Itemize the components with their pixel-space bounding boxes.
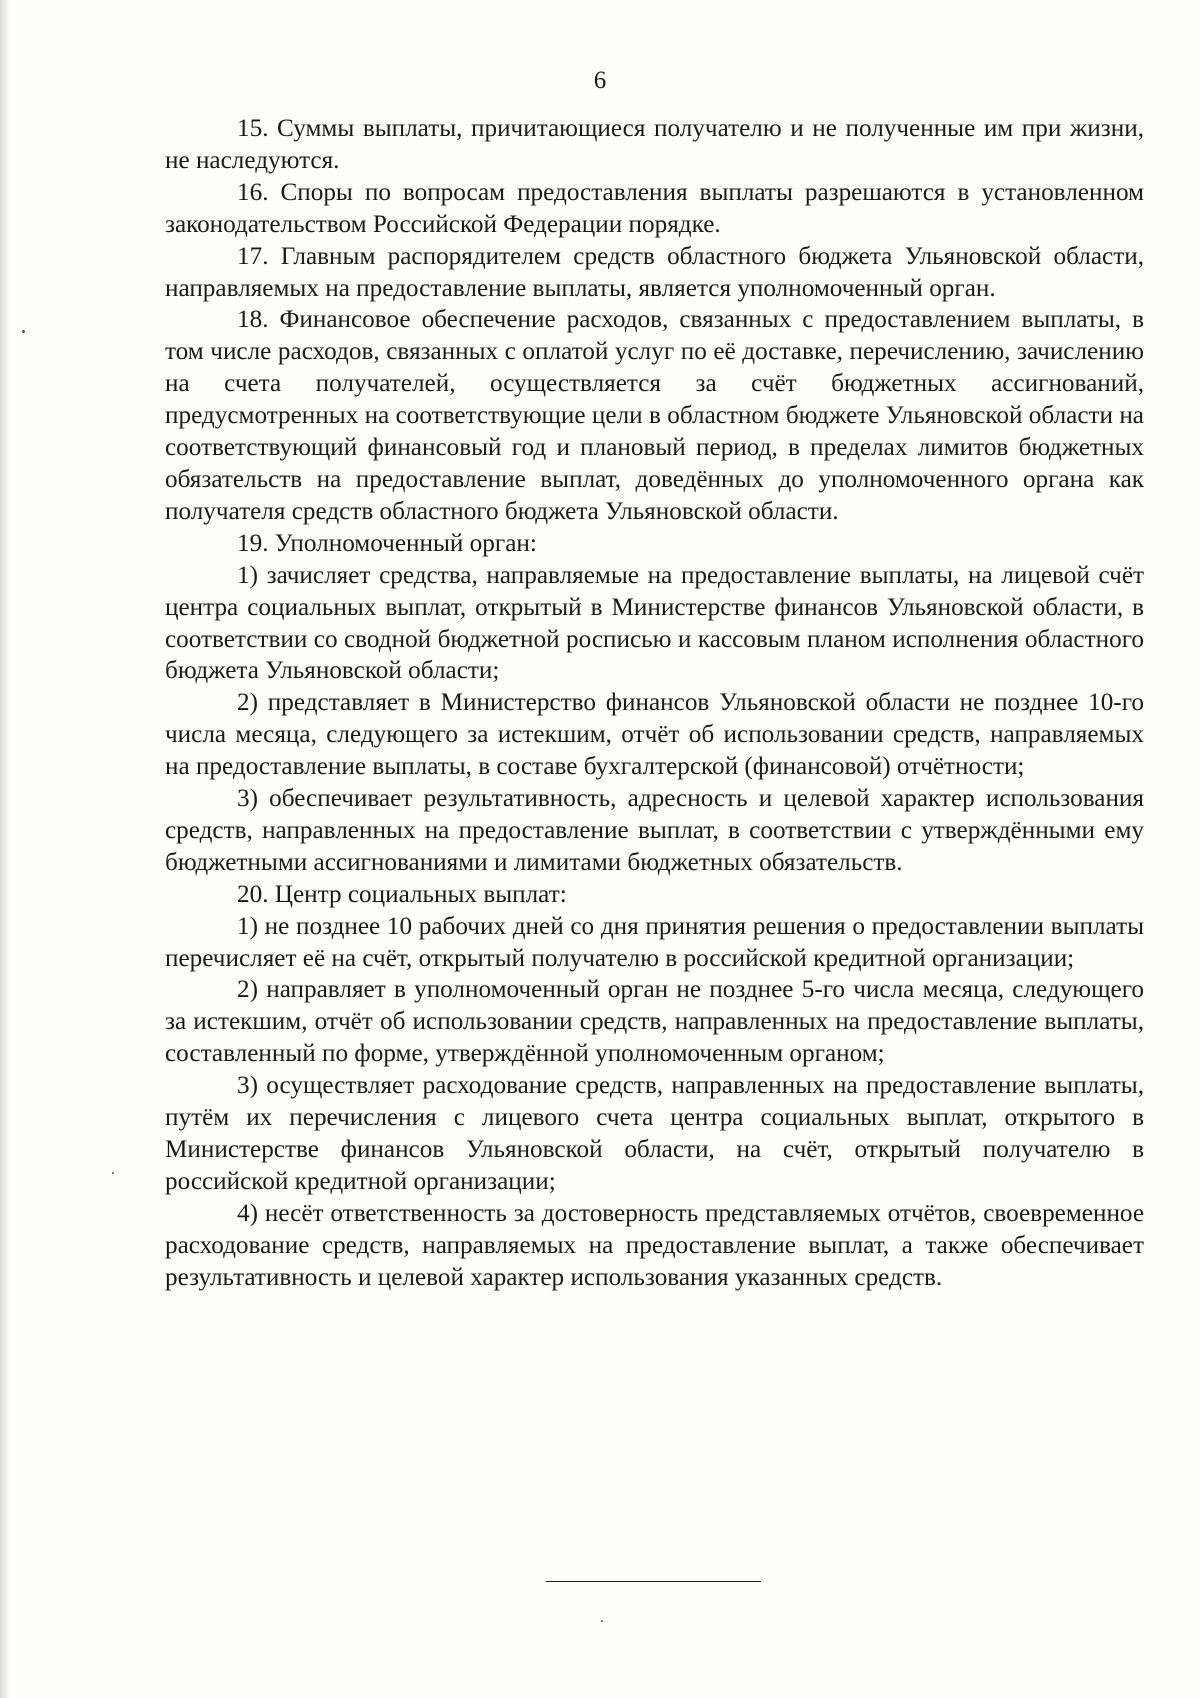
paragraph-20-item-1: 1) не позднее 10 рабочих дней со дня принятия решения о предоставлении выплаты перечисляет её на счёт, открытый получателю в российской кредитной организации; bbox=[165, 912, 1144, 972]
paragraph-19-item-2: 2) представляет в Министерство финансов Ульяновской области не позднее 10-го числа месяца, следующего за истекшим, отчёт об использовании средств, направляемых на предоставление выплаты, в составе бухгалтерской (финансовой) отчётности; bbox=[165, 689, 1144, 781]
scan-speck bbox=[22, 330, 25, 333]
scan-left-edge bbox=[0, 0, 9, 1698]
paragraph-15: 15. Суммы выплаты, причитающиеся получателю и не полученные им при жизни, не наследуются. bbox=[165, 115, 1144, 174]
paragraph-19-item-1: 1) зачисляет средства, направляемые на предоставление выплаты, на лицевой счёт центра социальных выплат, открытый в Министерстве финансов Ульяновской области, в соответствии со сводной бюджетной росписью и кассовым планом исполнения областного бюджета Ульяновской области; bbox=[165, 561, 1144, 685]
page-number: 6 bbox=[593, 67, 607, 94]
paragraph-19-item-3: 3) обеспечивает результативность, адресность и целевой характер использования средств, направленных на предоставление выплат, в соответствии с утверждёнными ему бюджетными ассигнованиями и лимитами бюджетных обязательств. bbox=[165, 785, 1144, 876]
paragraph-20-item-3: 3) осуществляет расходование средств, направленных на предоставление выплаты, путём их перечисления с лицевого счета центра социальных выплат, открытого в Министерстве финансов Ульяновской области, на счёт, открытый получателю в российской кредитной организации; bbox=[165, 1072, 1144, 1195]
document-body bbox=[165, 113, 1144, 1294]
scan-speck bbox=[601, 1620, 603, 1622]
paragraph-20-item-4: 4) несёт ответственность за достоверность представляемых отчётов, своевременное расходование средств, направляемых на предоставление выплат, а также обеспечивает результативность и целевой характер использования указанных средств. bbox=[165, 1199, 1144, 1291]
scan-speck bbox=[112, 1172, 114, 1174]
end-of-document-rule bbox=[546, 1581, 761, 1582]
paragraph-16: 16. Споры по вопросам предоставления выплаты разрешаются в установленном законодательством Российской Федерации порядке. bbox=[165, 178, 1144, 238]
paragraph-18: 18. Финансовое обеспечение расходов, связанных с предоставлением выплаты, в том числе расходов, связанных с оплатой услуг по её доставке, перечислению, зачислению на счета получателей, осуществляется за счёт бюджетных ассигнований, предусмотренных на соответствующие цели в областном бюджете Ульяновской области на соответствующий финансовый год и плановый период, в пределах лимитов бюджетных обязательств на предоставление выплат, доведённых до уполномоченного органа как получателя средств областного бюджета Ульяновской области. bbox=[165, 306, 1144, 525]
paragraph-17: 17. Главным распорядителем средств областного бюджета Ульяновской области, направляемых на предоставление выплаты, является уполномоченный орган. bbox=[165, 242, 1144, 302]
paragraph-20-item-2: 2) направляет в уполномоченный орган не позднее 5-го числа месяца, следующего за истекшим, отчёт об использовании средств, направленных на предоставление выплаты, составленный по форме, утверждённой уполномоченным органом; bbox=[165, 976, 1144, 1068]
paragraph-20-heading: 20. Центр социальных выплат: bbox=[237, 880, 567, 908]
paragraph-19-heading: 19. Уполномоченный орган: bbox=[237, 529, 537, 557]
